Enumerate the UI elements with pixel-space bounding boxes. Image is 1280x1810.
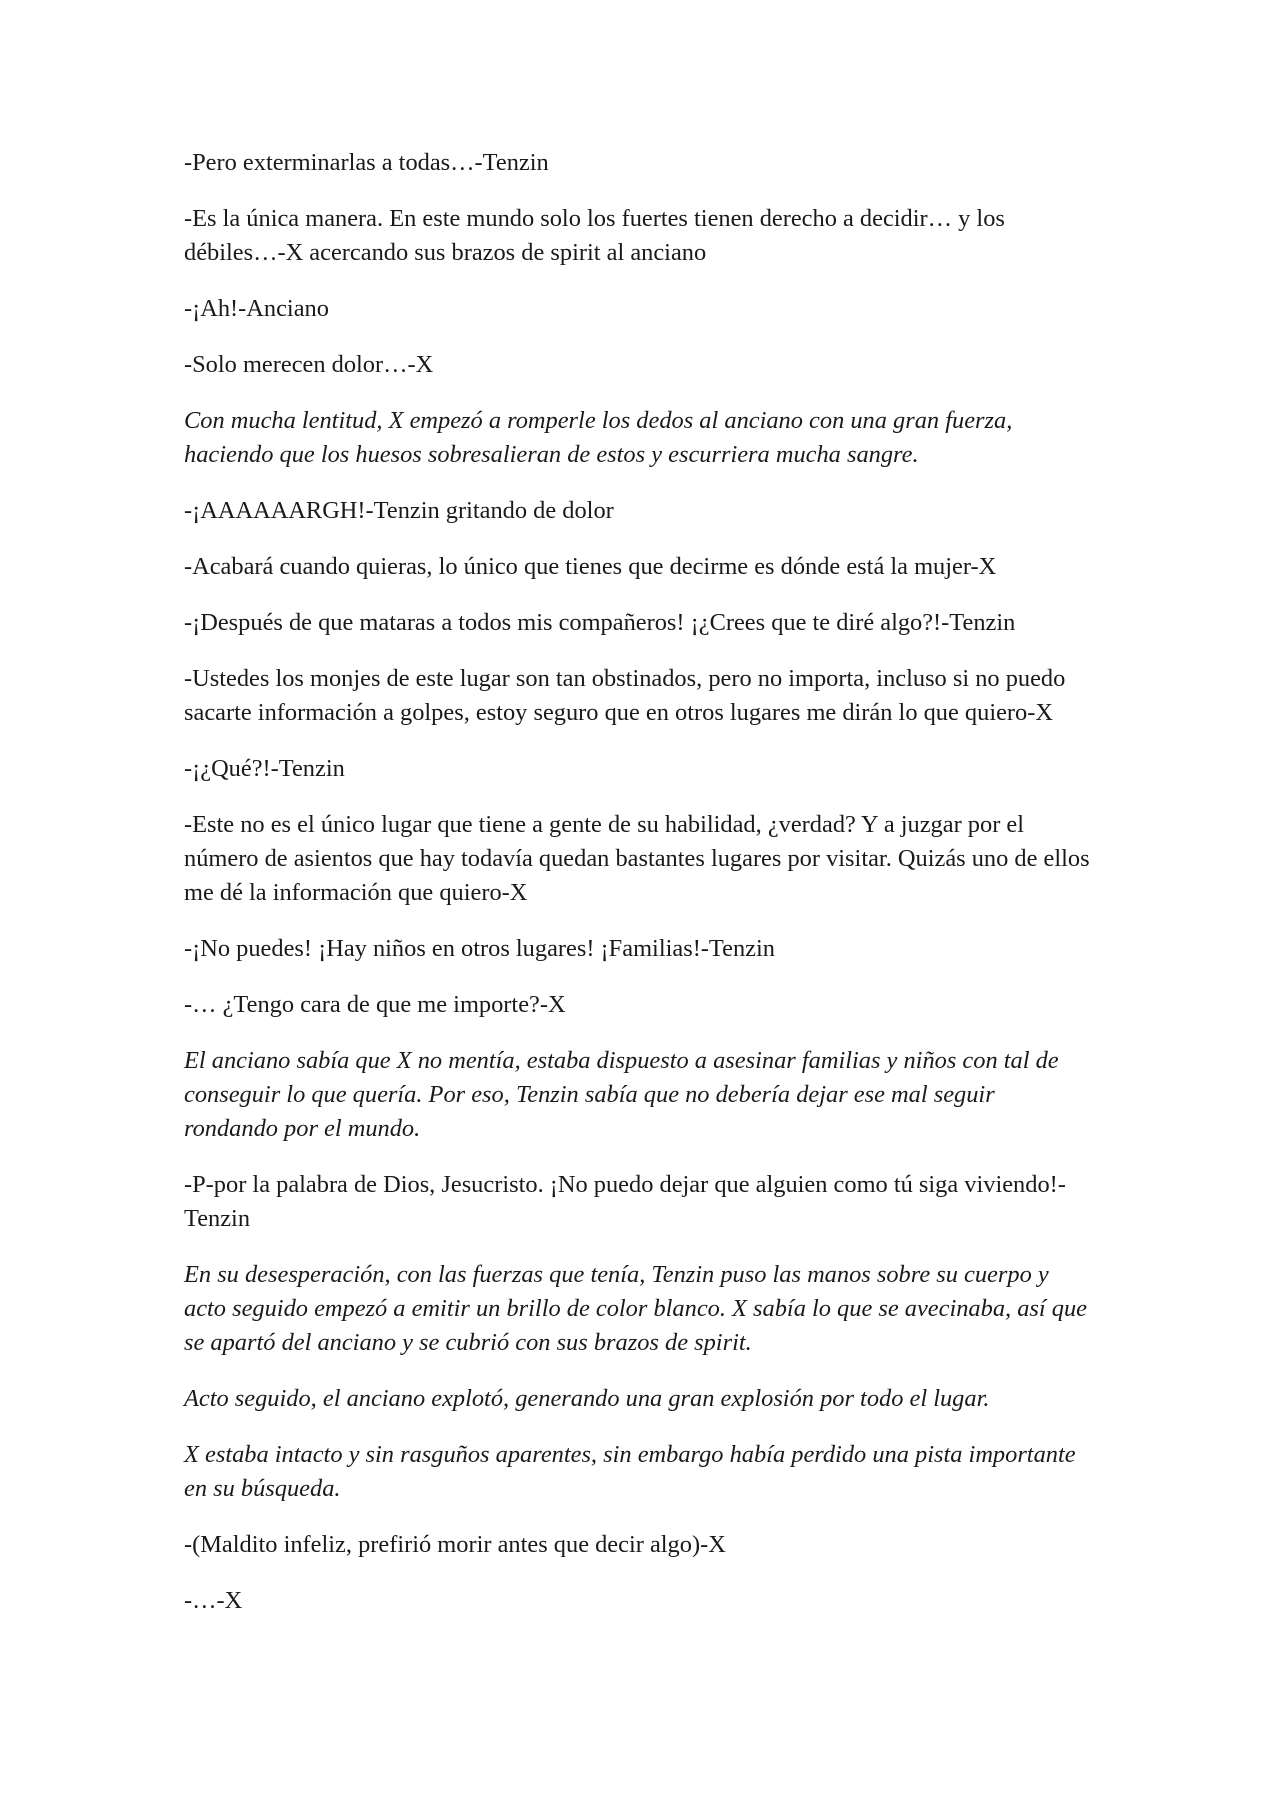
narration-paragraph: El anciano sabía que X no mentía, estaba dispuesto a asesinar familias y niños con tal de conseguir lo que quería. Por eso, Tenzin sabía que no debería dejar ese mal seguir rondando por el mundo.	[184, 1047, 1059, 1142]
dialogue-line: -Ustedes los monjes de este lugar son tan obstinados, pero no importa, incluso si no puedo sacarte información a golpes, estoy seguro que en otros lugares me dirán lo que quiero-X	[184, 665, 1066, 726]
narration-paragraph: Acto seguido, el anciano explotó, generando una gran explosión por todo el lugar.	[184, 1385, 990, 1412]
dialogue-line: -¡No puedes! ¡Hay niños en otros lugares! ¡Familias!-Tenzin	[184, 935, 775, 962]
dialogue-line: -…-X	[184, 1587, 243, 1614]
narration-paragraph: X estaba intacto y sin rasguños aparentes, sin embargo había perdido una pista importante en su búsqueda.	[184, 1441, 1076, 1502]
dialogue-line: -¡Ah!-Anciano	[184, 295, 329, 322]
dialogue-line: -Pero exterminarlas a todas…-Tenzin	[184, 149, 549, 176]
text-body	[184, 146, 1090, 1640]
dialogue-line: -¡¿Qué?!-Tenzin	[184, 755, 345, 782]
narration-paragraph: En su desesperación, con las fuerzas que tenía, Tenzin puso las manos sobre su cuerpo y acto seguido empezó a emitir un brillo de color blanco. X sabía lo que se avecinaba, así que se apartó del anciano y se cubrió con sus brazos de spirit.	[184, 1261, 1087, 1356]
dialogue-line: -Este no es el único lugar que tiene a gente de su habilidad, ¿verdad? Y a juzgar por el número de asientos que hay todavía quedan bastantes lugares por visitar. Quizás uno de ellos me dé la información que quiero-X	[184, 811, 1090, 906]
dialogue-line: -¡AAAAAARGH!-Tenzin gritando de dolor	[184, 497, 614, 524]
dialogue-line: -… ¿Tengo cara de que me importe?-X	[184, 991, 566, 1018]
dialogue-line: -Acabará cuando quieras, lo único que tienes que decirme es dónde está la mujer-X	[184, 553, 997, 580]
dialogue-line: -¡Después de que mataras a todos mis compañeros! ¡¿Crees que te diré algo?!-Tenzin	[184, 609, 1016, 636]
narration-paragraph: Con mucha lentitud, X empezó a romperle los dedos al anciano con una gran fuerza, haciendo que los huesos sobresalieran de estos y escurriera mucha sangre.	[184, 407, 1013, 468]
dialogue-line: -Solo merecen dolor…-X	[184, 351, 434, 378]
dialogue-line: -Es la única manera. En este mundo solo los fuertes tienen derecho a decidir… y los débiles…-X acercando sus brazos de spirit al anciano	[184, 205, 1005, 266]
dialogue-line: -P-por la palabra de Dios, Jesucristo. ¡No puedo dejar que alguien como tú siga viviendo!-Tenzin	[184, 1171, 1066, 1232]
dialogue-line: -(Maldito infeliz, prefirió morir antes que decir algo)-X	[184, 1531, 726, 1558]
